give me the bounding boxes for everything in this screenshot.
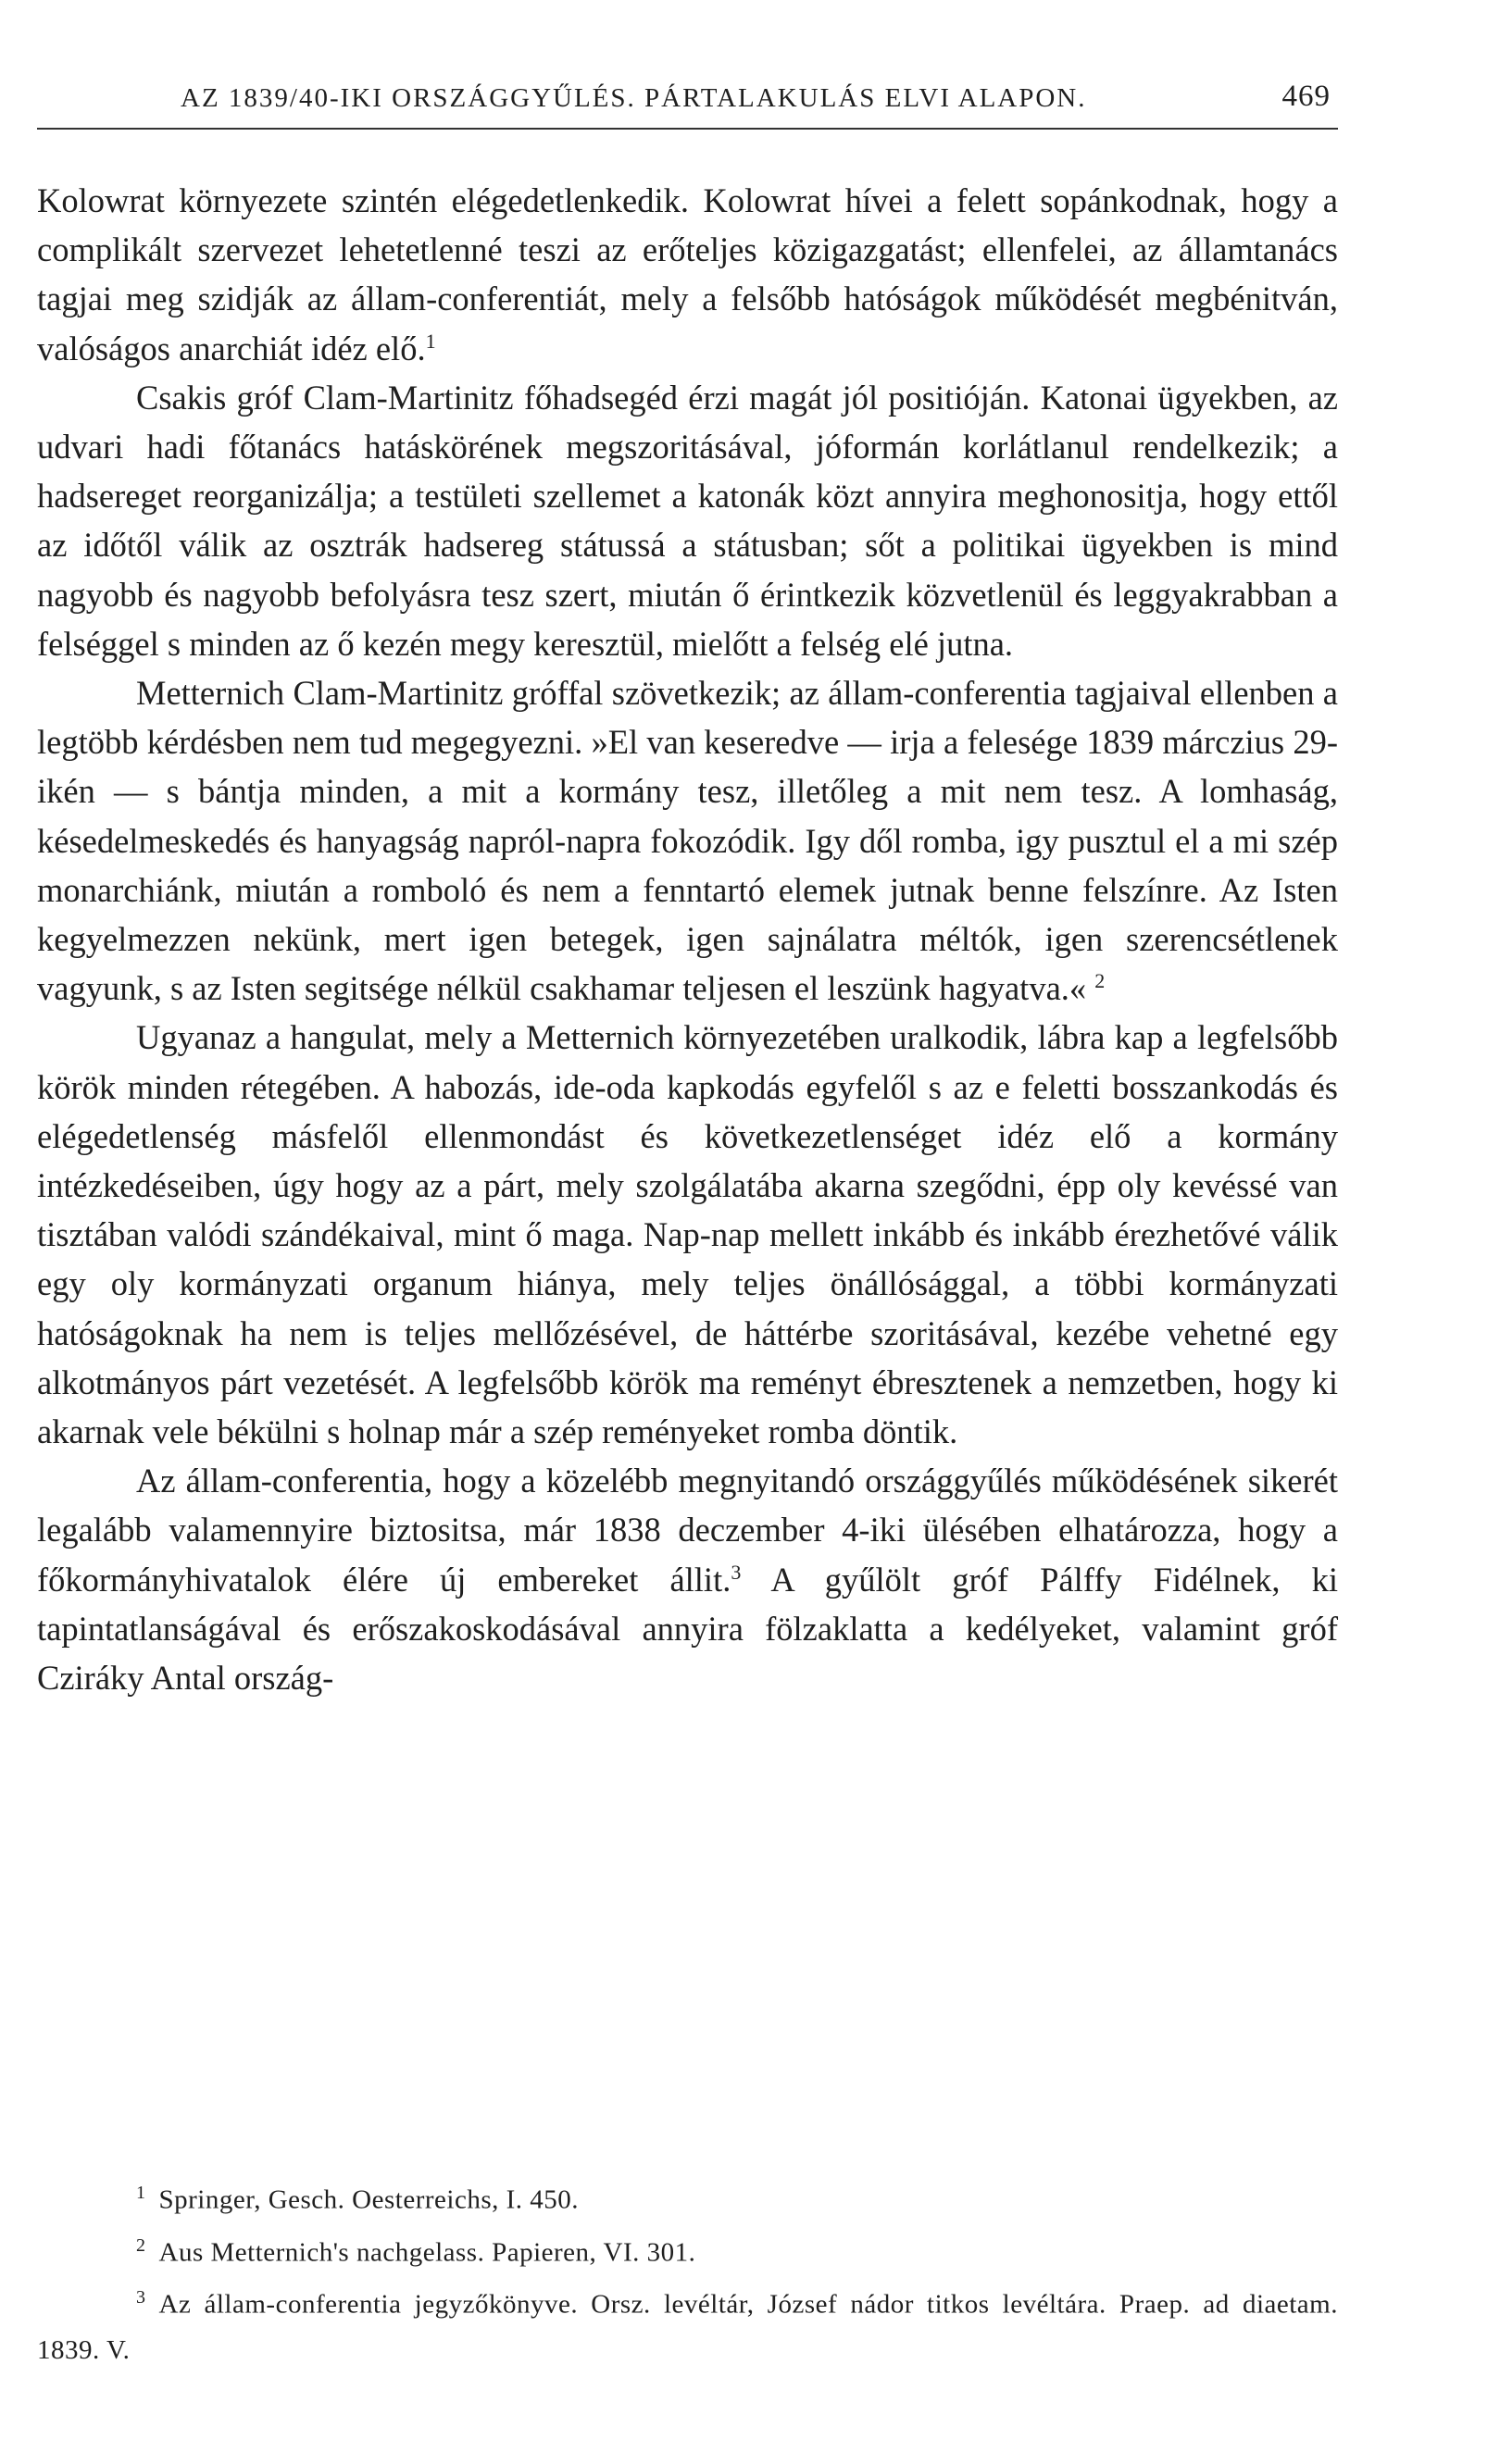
paragraph-5 — [37, 1456, 1338, 1702]
footnote-text: Az állam-conferentia jegyzőkönyve. Orsz. levéltár, József nádor titkos levéltára. Praep. ad diaetam. 1839. V. — [37, 2289, 1338, 2365]
footnote-1 — [37, 2171, 1338, 2223]
running-title: AZ 1839/40-IKI ORSZÁGGYŰLÉS. PÁRTALAKULÁS ELVI ALAPON. — [181, 83, 1087, 113]
paragraph-text: Csakis gróf Clam-Martinitz főhadsegéd érzi magát jól positióján. Katonai ügyekben, az udvari hadi főtanács hatáskörének megszoritásával, jóformán korlátlanul rendelkezik; a hadsereget reorganizálja; a testületi szellemet a katonák közt annyira meghonositja, hogy ettől az időtől válik az osztrák hadsereg státussá a státusban; sőt a politikai ügyekben is mind nagyobb és nagyobb befolyásra tesz szert, miután ő érintkezik közvetlenül és leggyakrabban a felséggel s minden az ő kezén megy keresztül, mielőtt a felség elé jutna. — [37, 378, 1338, 663]
footnote-number: 2 — [136, 2234, 146, 2256]
running-header — [37, 72, 1338, 130]
paragraph-text: Ugyanaz a hangulat, mely a Metternich környezetében uralkodik, lábra kap a legfelsőbb körök minden rétegében. A habozás, ide-oda kapkodás egyfelől s az e feletti bosszankodás és elégedetlenség másfelől ellenmondást és következetlenséget idéz elő a kormány intézkedéseiben, úgy hogy az a párt, mely szolgálatába akarna szegődni, épp oly kevéssé van tisztában valódi szándékaival, mint ő maga. Nap-nap mellett inkább és inkább érezhetővé válik egy oly kormányzati organum hiánya, mely teljes önállósággal, a többi kormányzati hatóságoknak ha nem is teljes mellőzésével, de háttérbe szoritásával, kezébe vehetné egy alkotmányos párt vezetését. A legfelsőbb körök ma reményt ébresztenek a nemzetben, hogy ki akarnak vele békülni s holnap már a szép reményeket romba döntik. — [37, 1018, 1338, 1451]
paragraph-2 — [37, 373, 1338, 668]
paragraph-continuation: A gyűlölt gróf Pálffy Fidélnek, ki tapintatlanságával és erőszakoskodásával annyira fölzaklatta a kedélyeket, valamint gróf Cziráky Antal ország- — [37, 1560, 1338, 1698]
paragraph-text: Metternich Clam-Martinitz gróffal szövetkezik; az állam-conferentia tagjaival ellenben a legtöbb kérdésben nem tud megegyezni. »El van keseredve — irja a felesége 1839 márczius 29-ikén — s bántja minden, a mit a kormány tesz, illetőleg a mit nem tesz. A lomhaság, késedelmeskedés és hanyagság napról-napra fokozódik. Igy dől romba, igy pusztul el a mi szép monarchiánk, miután a romboló és nem a fenntartó elemek jutnak benne felszínre. Az Isten kegyelmezzen nekünk, mert igen betegek, igen sajnálatra méltók, igen szerencsétlenek vagyunk, s az Isten segitsége nélkül csakhamar teljesen el leszünk hagyatva.« — [37, 674, 1338, 1008]
paragraph-text: Az állam-conferentia, hogy a közelébb megnyitandó országgyűlés működésének sikerét legalább valamennyire biztositsa, már 1838 deczember 4-iki ülésében elhatározza, hogy a főkormányhivatalok élére új embereket állit. — [37, 1462, 1338, 1599]
footnote-ref: 1 — [425, 329, 436, 353]
paragraph-1 — [37, 176, 1338, 373]
footnote-number: 1 — [136, 2183, 146, 2203]
body-text — [37, 176, 1338, 1702]
footnote-ref: 2 — [1094, 969, 1106, 993]
footnote-2 — [37, 2223, 1338, 2276]
paragraph-3 — [37, 668, 1338, 1013]
footnote-3 — [37, 2275, 1338, 2373]
footnote-text: Aus Metternich's nachgelass. Papieren, VI. 301. — [158, 2237, 696, 2268]
paragraph-text: Kolowrat környezete szintén elégedetlenkedik. Kolowrat hívei a felett sopánkodnak, hogy a complikált szervezet lehetetlenné teszi az erőteljes közigazgatást; ellenfelei, az államtanács tagjai meg szidják az állam-conferentiát, mely a felsőbb hatóságok működését megbénitván, valóságos anarchiát idéz elő. — [37, 181, 1338, 367]
footnote-ref: 3 — [731, 1560, 742, 1584]
page-number: 469 — [1281, 80, 1331, 113]
paragraph-4 — [37, 1013, 1338, 1456]
footnotes — [37, 2171, 1338, 2373]
footnote-number: 3 — [136, 2287, 146, 2308]
footnote-text: Springer, Gesch. Oesterreichs, I. 450. — [158, 2184, 580, 2215]
